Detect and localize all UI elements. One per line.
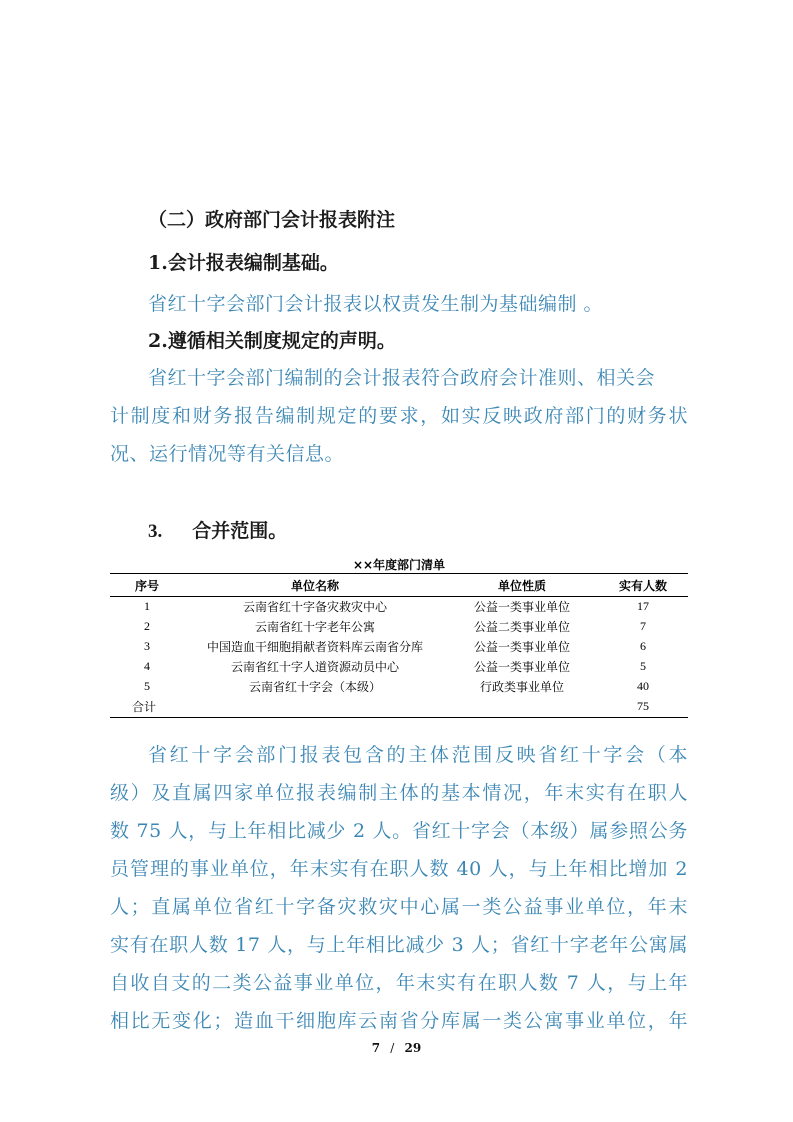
cell-serial: 5 [144,678,150,693]
cell-unit-name: 中国造血干细胞捐献者资料库云南省分库 [206,639,423,654]
paragraph-line: 省红十字会部门编制的会计报表符合政府会计准则、相关会 [148,367,656,389]
table-bottom-rule [110,717,688,718]
subheading-text: 合并范围。 [192,520,288,542]
cell-unit-name: 云南省红十字会（本级） [248,679,381,694]
paragraph-line: 相比无变化；造血干细胞库云南省分库属一类公寓事业单位，年 [110,1010,688,1032]
table-row [110,636,688,656]
page-current: 7 [371,1041,381,1055]
subheading-number: 3. [148,521,163,542]
table-header-row [110,575,688,596]
cell-empty [184,696,446,716]
table-row [110,656,688,676]
column-header-unit-type: 单位性质 [497,579,546,593]
page-separator: / [390,1041,395,1055]
paragraph-line: 实有在职人数 17 人，与上年相比减少 3 人；省红十字老年公寓属 [110,934,688,956]
cell-headcount: 7 [640,618,646,633]
cell-empty [446,696,598,716]
subheading-consolidation-scope [148,519,287,544]
page-number [0,1041,793,1055]
paragraph-line: 计制度和财务报告编制规定的要求，如实反映政府部门的财务状 [110,405,688,427]
table-total-row [110,696,688,716]
cell-total-value: 75 [637,698,649,713]
cell-unit-type: 公益二类事业单位 [473,619,570,634]
cell-unit-name: 云南省红十字老年公寓 [254,619,375,634]
table-top-rule [110,573,688,574]
cell-serial: 4 [144,658,150,673]
cell-headcount: 17 [637,598,649,613]
cell-headcount: 5 [640,658,646,673]
cell-total-label: 合计 [132,699,157,714]
cell-serial: 2 [144,618,150,633]
paragraph-line: 况、运行情况等有关信息。 [110,443,345,465]
paragraph-line: 自收自支的二类公益事业单位，年末实有在职人数 7 人，与上年 [110,972,688,994]
paragraph-line: 人；直属单位省红十字备灾救灾中心属一类公益事业单位，年末 [110,896,688,918]
page-total: 29 [404,1041,422,1055]
column-header-serial: 序号 [134,579,159,593]
cell-unit-type: 公益一类事业单位 [473,659,570,674]
cell-unit-type: 公益一类事业单位 [473,599,570,614]
paragraph-line: 级）及直属四家单位报表编制主体的基本情况，年末实有在职人 [110,782,688,804]
cell-unit-name: 云南省红十字备灾救灾中心 [242,599,387,614]
table-row [110,616,688,636]
department-list-table [110,575,688,716]
cell-unit-type: 公益一类事业单位 [473,639,570,654]
subheading-accounting-basis: 1.会计报表编制基础。 [148,252,339,274]
section-heading: （二）政府部门会计报表附注 [148,209,396,231]
paragraph-accounting-basis: 省红十字会部门会计报表以权责发生制为基础编制 。 [148,293,604,315]
paragraph-line: 员管理的事业单位，年末实有在职人数 40 人，与上年相比增加 2 [110,858,688,880]
cell-unit-type: 行政类事业单位 [479,679,564,694]
paragraph-line: 省红十字会部门报表包含的主体范围反映省红十字会（本 [148,744,688,766]
paragraph-line: 数 75 人，与上年相比减少 2 人。省红十字会（本级）属参照公务 [110,820,688,842]
cell-serial: 3 [144,638,150,653]
table-row [110,596,688,616]
column-header-headcount: 实有人数 [618,579,667,593]
column-header-unit-name: 单位名称 [290,579,339,593]
cell-serial: 1 [144,598,150,613]
table-title: ××年度部门清单 [352,558,446,572]
cell-headcount: 6 [640,638,646,653]
cell-unit-name: 云南省红十字人道资源动员中心 [230,659,399,674]
subheading-compliance-statement: 2.遵循相关制度规定的声明。 [148,330,396,352]
cell-headcount: 40 [637,678,649,693]
table-row [110,676,688,696]
